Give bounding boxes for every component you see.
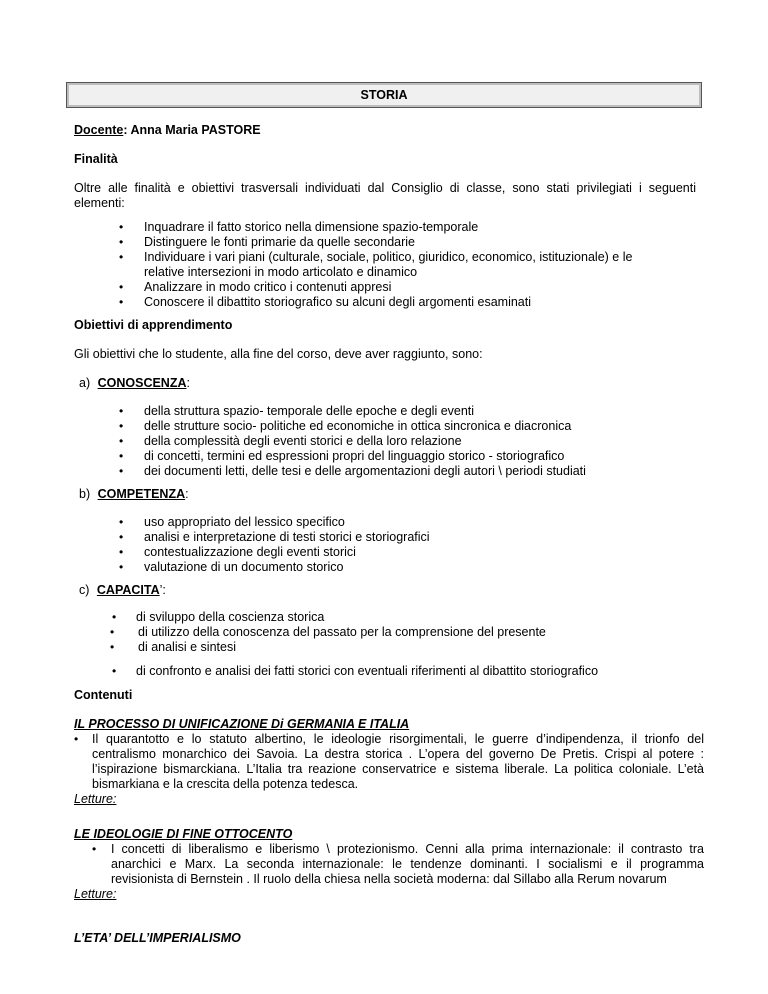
bullet-icon: •	[92, 842, 97, 856]
capacita-list	[74, 610, 714, 679]
list-item: • Analizzare in modo critico i contenuti appresi	[119, 280, 392, 294]
list-item: • della struttura spazio- temporale delle epoche e degli eventi	[119, 404, 475, 418]
bullet-icon: •	[119, 464, 124, 478]
bullet-icon: •	[119, 404, 124, 418]
competenza-colon: :	[185, 487, 189, 501]
bullet-icon: •	[119, 560, 124, 574]
list-item: • uso appropriato del lessico specifico	[119, 515, 345, 529]
teacher-name: Anna Maria PASTORE	[127, 123, 261, 137]
bullet-icon: •	[119, 220, 124, 234]
list-item: • I concetti di liberalismo e liberismo \ protezionismo. Cenni alla prima internazionale: il contrasto tra anarchici e Marx. La seconda internazionale: le tendenze dominanti. I socialismi e il programma revisionista di Bernstein . Il ruolo della chiesa nella società moderna: dal Sillabo alla Rerum novarum	[92, 842, 704, 886]
list-item: • Individuare i vari piani (culturale, sociale, politico, giuridico, economico, istituzionale) e le relative intersezioni in modo articolato e dinamico	[119, 250, 633, 279]
bullet-icon: •	[110, 625, 115, 639]
letture-colon: :	[112, 887, 117, 901]
contenuti-section-title: IL PROCESSO DI UNIFICAZIONE Di GERMANIA E ITALIA	[74, 717, 410, 731]
list-item: • di analisi e sintesi	[110, 640, 236, 654]
finalita-heading: Finalità	[74, 152, 118, 166]
list-item: • di confronto e analisi dei fatti storici con eventuali riferimenti al dibattito storiografico	[112, 664, 599, 678]
bullet-icon: •	[119, 449, 124, 463]
conoscenza-label: CONOSCENZA	[97, 376, 187, 390]
list-item: • Distinguere le fonti primarie da quelle secondarie	[119, 235, 415, 249]
capacita-letter: c)	[79, 583, 90, 597]
bullet-icon: •	[119, 545, 124, 559]
finalita-list	[74, 220, 704, 310]
contenuti-section-list	[74, 842, 704, 887]
bullet-icon: •	[119, 515, 124, 529]
list-item: • di sviluppo della coscienza storica	[112, 610, 325, 624]
obiettivi-intro: Gli obiettivi che lo studente, alla fine del corso, deve aver raggiunto, sono:	[74, 347, 483, 361]
letture-label: Letture	[74, 887, 113, 901]
list-item: • delle strutture socio- politiche ed economiche in ottica sincronica e diacronica	[119, 419, 572, 433]
bullet-icon: •	[74, 732, 79, 746]
list-item: • Il quarantotto e lo statuto albertino, le ideologie risorgimentali, le guerre d’indipendenza, il trionfo del centralismo monarchico dei Savoia. La destra storica . L’opera del governo De Pretis. Crispi al potere : l’ispirazione bismarckiana. L’Italia tra reazione conservatrice e sistema liberale. La politica coloniale. L’età bismarkiana e la crescita della potenza tedesca.	[74, 732, 704, 791]
competenza-list	[74, 515, 704, 575]
list-item: • contestualizzazione degli eventi storici	[119, 545, 356, 559]
bullet-icon: •	[119, 235, 124, 249]
capacita-heading	[79, 583, 166, 598]
bullet-icon: •	[119, 434, 124, 448]
competenza-heading	[79, 487, 189, 502]
contenuti-section-title: LE IDEOLOGIE DI FINE OTTOCENTO	[74, 827, 293, 841]
conoscenza-colon: :	[186, 376, 190, 390]
letture-label: Letture	[74, 792, 113, 806]
bullet-icon: •	[112, 610, 117, 624]
bullet-icon: •	[119, 280, 124, 294]
bullet-icon: •	[119, 295, 124, 309]
list-item: • dei documenti letti, delle tesi e delle argomentazioni degli autori \ periodi studiati	[119, 464, 586, 478]
contenuti-heading: Contenuti	[74, 688, 133, 702]
bullet-icon: •	[119, 250, 124, 264]
section-title: STORIA	[360, 87, 408, 102]
list-item: • di concetti, termini ed espressioni propri del linguaggio storico - storiografico	[119, 449, 565, 463]
contenuti-section-body	[74, 732, 704, 807]
capacita-label: CAPACITA	[96, 583, 160, 597]
letture-line	[74, 887, 704, 902]
capacita-colon: ’:	[159, 583, 166, 597]
bullet-icon: •	[112, 664, 117, 678]
competenza-letter: b)	[79, 487, 91, 501]
list-item: • della complessità degli eventi storici e della loro relazione	[119, 434, 462, 448]
list-item: • analisi e interpretazione di testi storici e storiografici	[119, 530, 430, 544]
letture-colon: :	[112, 792, 117, 806]
contenuti-section-title: L’ETA’ DELL’IMPERIALISMO	[74, 931, 241, 945]
list-item: • di utilizzo della conoscenza del passato per la comprensione del presente	[110, 625, 546, 639]
teacher-label-colon: :	[123, 123, 128, 137]
bullet-icon: •	[119, 530, 124, 544]
list-item: • Inquadrare il fatto storico nella dimensione spazio-temporale	[119, 220, 479, 234]
competenza-label: COMPETENZA	[97, 487, 186, 501]
letture-line	[74, 792, 704, 807]
list-item: • valutazione di un documento storico	[119, 560, 344, 574]
bullet-icon: •	[119, 419, 124, 433]
bullet-icon: •	[110, 640, 115, 654]
section-title-box	[66, 82, 702, 108]
teacher-line	[74, 123, 261, 138]
finalita-intro: Oltre alle finalità e obiettivi trasversali individuati dal Consiglio di classe, sono stati privilegiati i seguenti elementi:	[74, 181, 696, 210]
conoscenza-list	[74, 404, 704, 479]
contenuti-section-body	[74, 842, 704, 902]
list-item: • Conoscere il dibattito storiografico su alcuni degli argomenti esaminati	[119, 295, 532, 309]
conoscenza-letter: a)	[79, 376, 91, 390]
obiettivi-heading: Obiettivi di apprendimento	[74, 318, 233, 332]
contenuti-section-list	[74, 732, 704, 792]
teacher-label: Docente	[74, 123, 124, 137]
conoscenza-heading	[79, 376, 190, 391]
